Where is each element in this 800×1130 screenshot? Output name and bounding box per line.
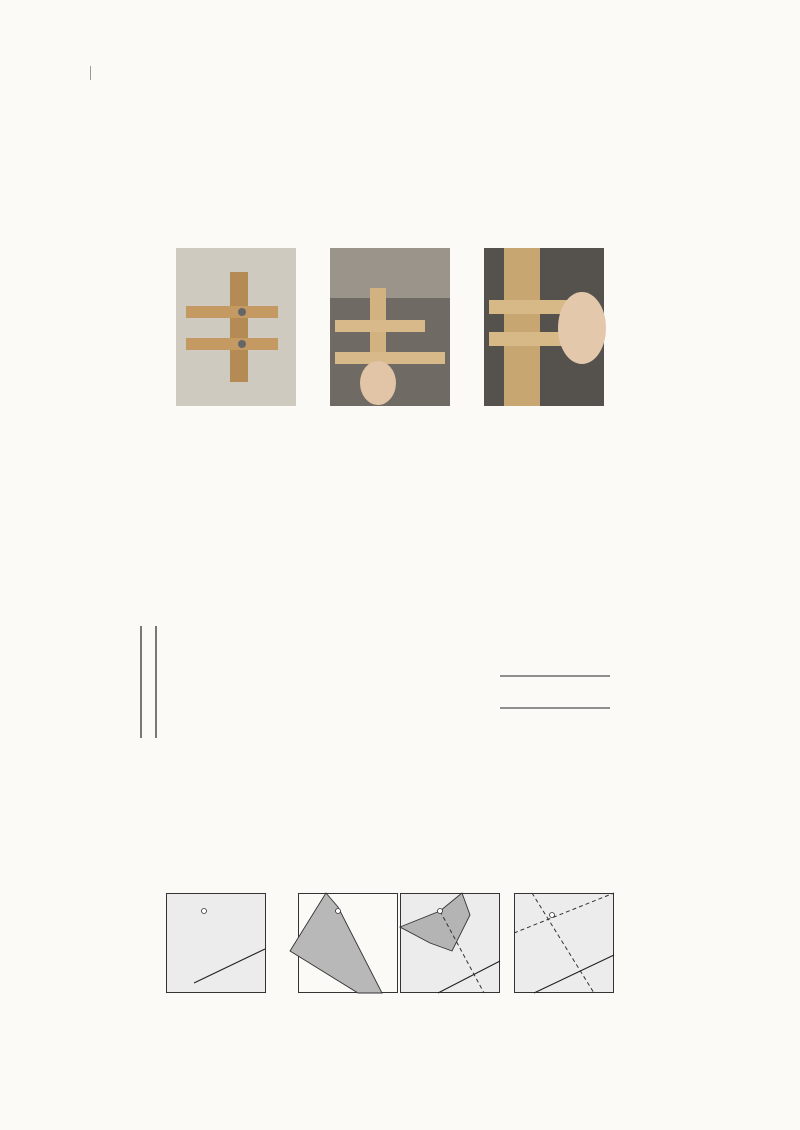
header-divider [90,66,91,80]
page-header [76,60,125,86]
fold-step-3 [400,893,500,993]
grade-label [105,64,125,82]
photo-tool-3 [484,248,604,406]
fig8-diagram-1 [128,610,168,740]
fig8-diagram-3 [470,648,640,730]
photo-tool-1 [176,248,296,406]
fold-step-2 [298,893,398,993]
fig8-diagram-2 [232,636,432,736]
fold-step-1 [166,893,266,993]
fold-step-4 [514,893,614,993]
photo-tool-2 [330,248,450,406]
